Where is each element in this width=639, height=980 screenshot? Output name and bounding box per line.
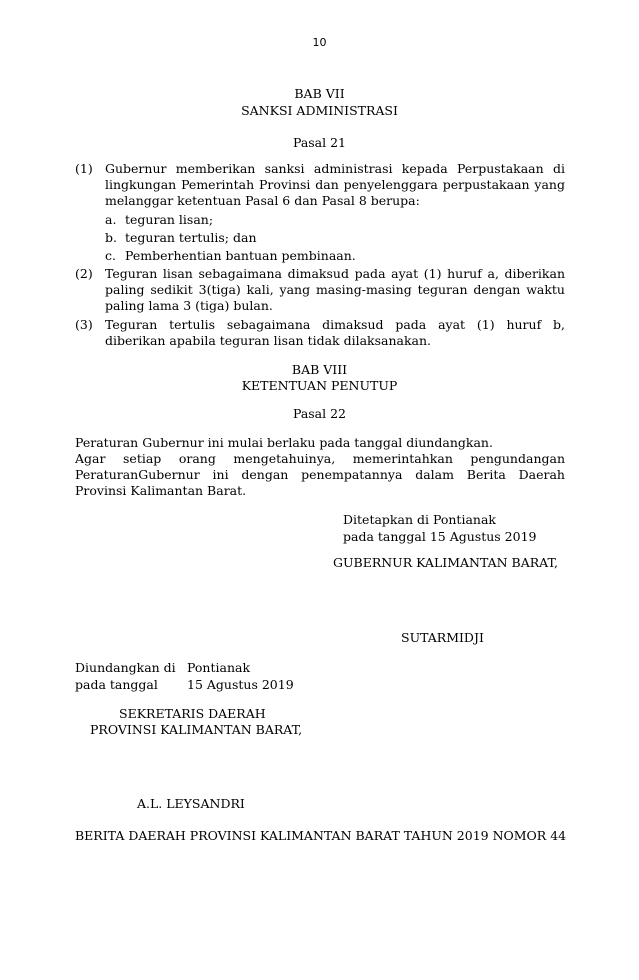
enactment-date: pada tanggal 15 Agustus 2019 bbox=[343, 529, 537, 544]
article-heading: Pasal 21 bbox=[292, 135, 347, 150]
enactment-place: Ditetapkan di Pontianak bbox=[343, 512, 496, 527]
paragraph-text: Gubernur memberikan sanksi administrasi kepada Perpustakaan di lingkungan Pemerintah Provinsi dan penyelenggara perpustakaan yang melanggar ketentuan Pasal 6 dan Pasal 8 berupa: bbox=[105, 161, 565, 208]
promulgation-label: Diundangkan di bbox=[75, 660, 176, 675]
article-heading: Pasal 22 bbox=[292, 406, 347, 421]
paragraph-text: Teguran tertulis sebagaimana dimaksud pada ayat (1) huruf b, diberikan apabila teguran lisan tidak dilaksanakan. bbox=[105, 317, 565, 348]
secretary-name: A.L. LEYSANDRI bbox=[137, 796, 245, 811]
gazette-footer: BERITA DAERAH PROVINSI KALIMANTAN BARAT TAHUN 2019 NOMOR 44 bbox=[75, 828, 567, 843]
chapter-title: BAB VIII bbox=[291, 362, 348, 377]
paragraph-text: Teguran lisan sebagaimana dimaksud pada ayat (1) huruf a, diberikan paling sedikit 3(tiga) kali, yang masing-masing teguran dengan waktu paling lama 3 (tiga) bulan. bbox=[105, 266, 565, 313]
signatory-position: GUBERNUR KALIMANTAN BARAT, bbox=[333, 555, 558, 570]
chapter-subtitle: KETENTUAN PENUTUP bbox=[241, 378, 398, 393]
paragraph-number: (2) bbox=[75, 266, 93, 281]
list-item-text: teguran tertulis; dan bbox=[125, 230, 257, 245]
list-item-label: c. bbox=[105, 248, 116, 263]
paragraph-number: (1) bbox=[75, 161, 93, 176]
promulgation-date: 15 Agustus 2019 bbox=[187, 677, 294, 692]
page-number: 10 bbox=[312, 36, 327, 49]
paragraph-number: (3) bbox=[75, 317, 93, 332]
list-item-text: Pemberhentian bantuan pembinaan. bbox=[125, 248, 356, 263]
secretary-position: SEKRETARIS DAERAH bbox=[119, 706, 266, 721]
list-item-label: b. bbox=[105, 230, 117, 245]
closing-paragraph: Peraturan Gubernur ini mulai berlaku pada tanggal diundangkan. bbox=[75, 435, 493, 450]
secretary-position: PROVINSI KALIMANTAN BARAT, bbox=[90, 722, 303, 737]
chapter-subtitle: SANKSI ADMINISTRASI bbox=[241, 103, 398, 118]
promulgation-label: pada tanggal bbox=[75, 677, 158, 692]
promulgation-place: Pontianak bbox=[187, 660, 251, 675]
signatory-name: SUTARMIDJI bbox=[401, 630, 484, 645]
closing-paragraph: Agar setiap orang mengetahuinya, memerintahkan pengundangan PeraturanGubernur ini dengan penempatannya dalam Berita Daerah Provinsi Kalimantan Barat. bbox=[75, 451, 565, 498]
list-item-text: teguran lisan; bbox=[125, 212, 214, 227]
chapter-title: BAB VII bbox=[294, 86, 345, 101]
list-item-label: a. bbox=[105, 212, 117, 227]
